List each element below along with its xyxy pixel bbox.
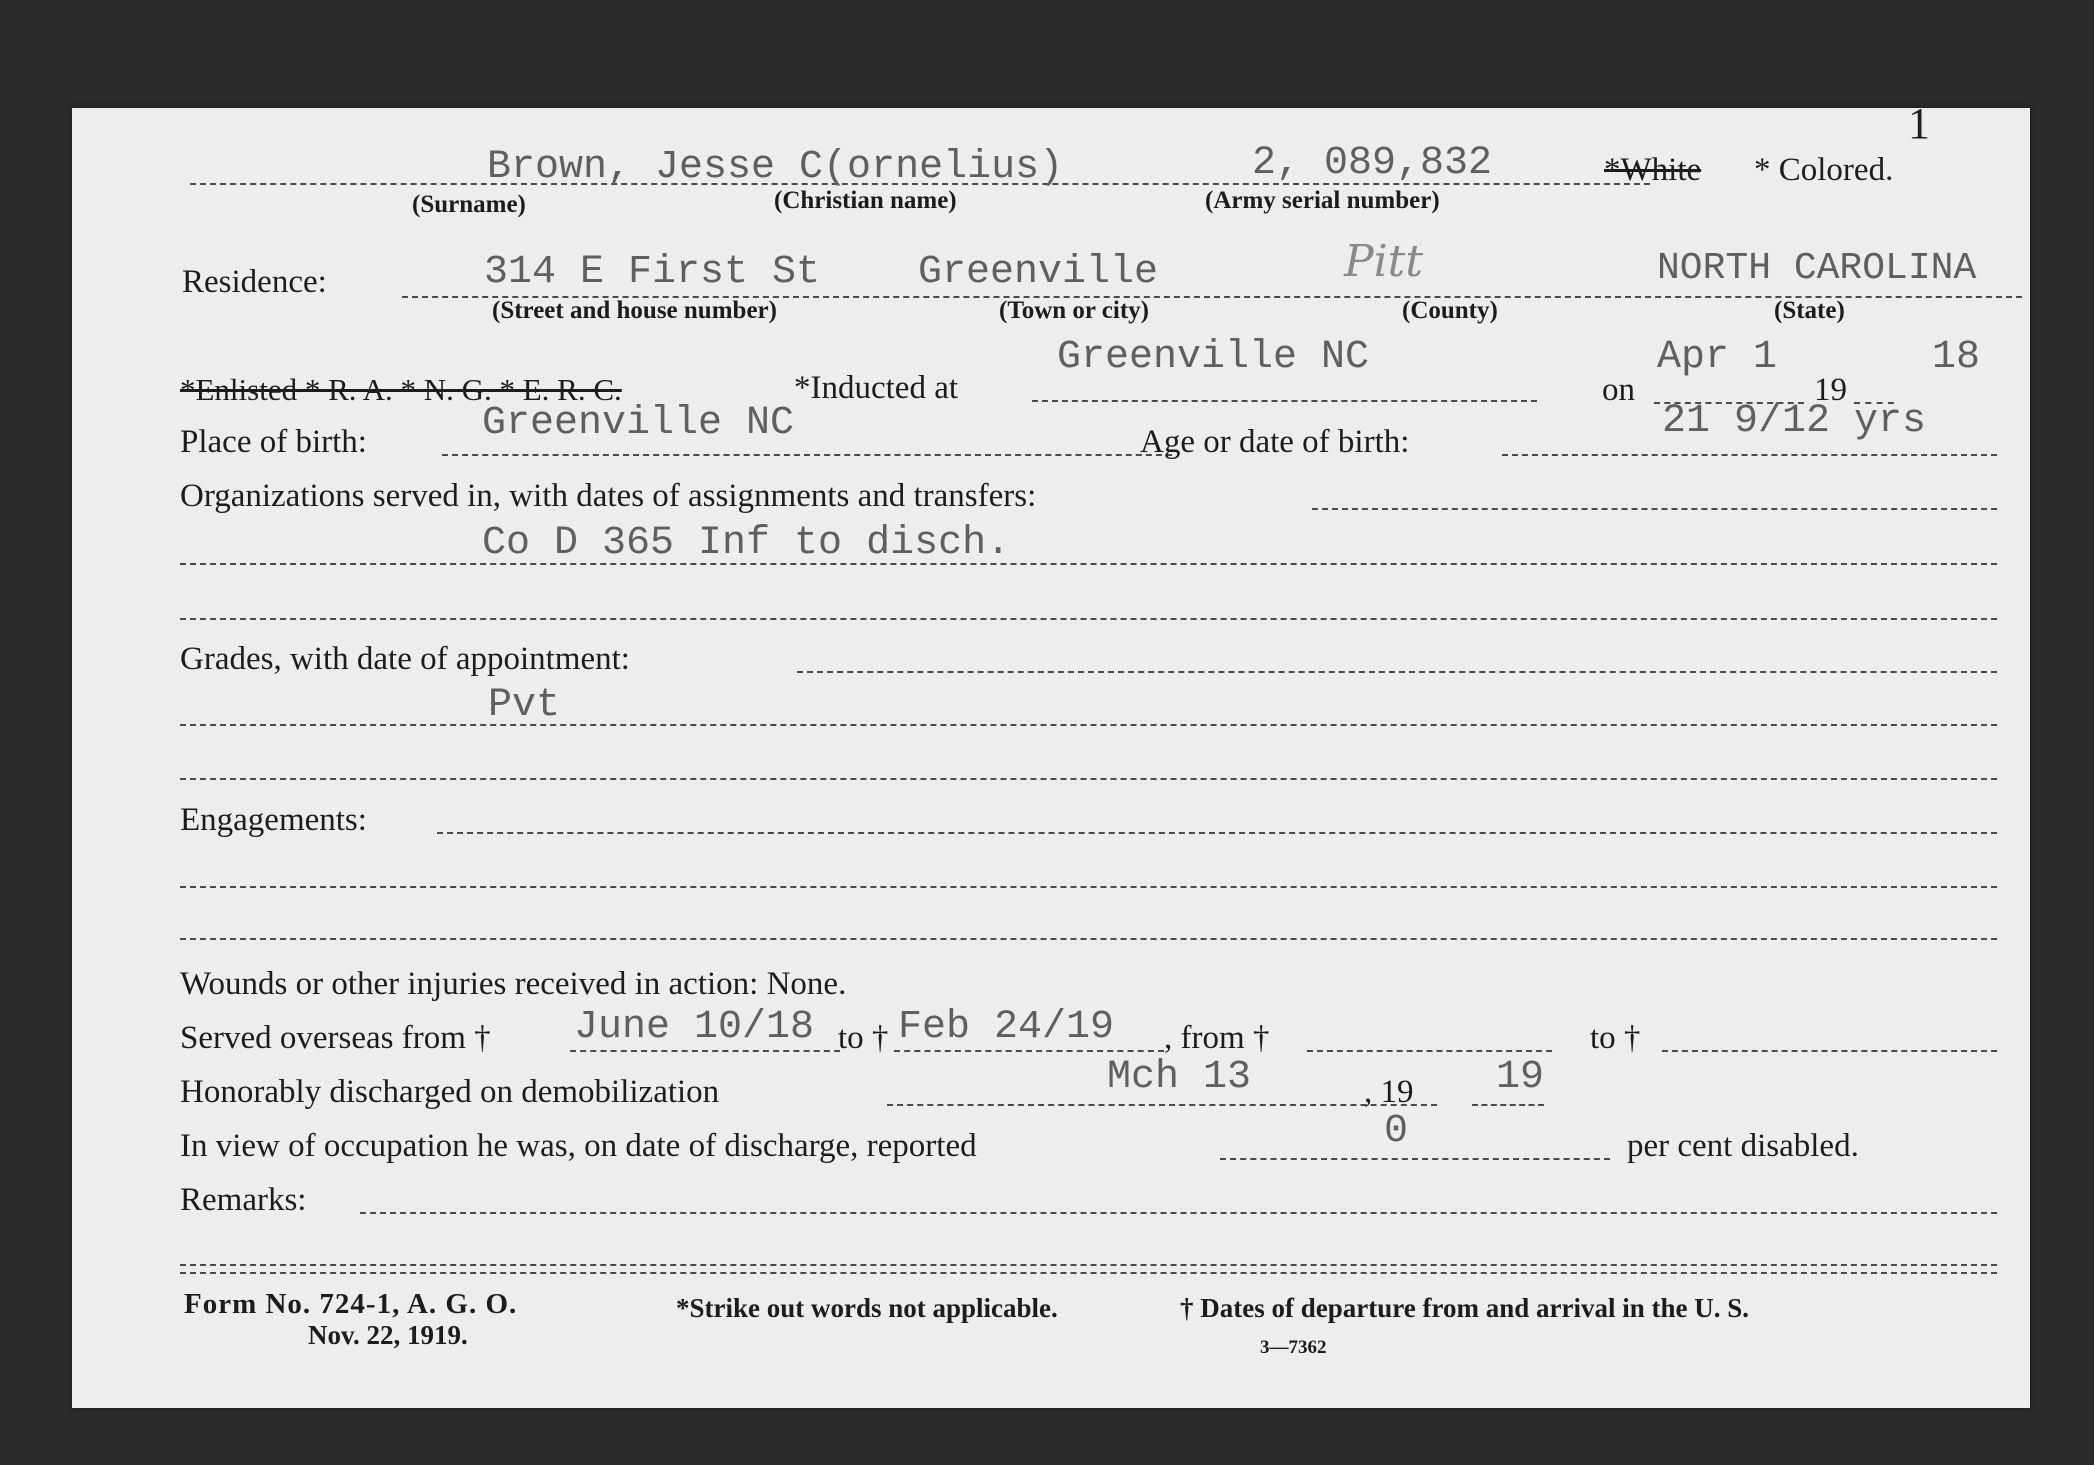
place-of-birth: Greenville NC bbox=[482, 401, 795, 446]
discharge-label: Honorably discharged on demobilization bbox=[180, 1074, 720, 1110]
induction-year: 18 bbox=[1932, 335, 1981, 380]
inducted-at-label: *Inducted at bbox=[794, 370, 959, 406]
caption-surname: (Surname) bbox=[412, 191, 526, 218]
discharge-year-line bbox=[1472, 1104, 1544, 1106]
on-label: on bbox=[1602, 372, 1635, 408]
discharge-year-prefix: , 19 bbox=[1364, 1074, 1414, 1110]
remarks-line-3 bbox=[180, 1272, 1997, 1274]
discharge-date-line bbox=[887, 1104, 1437, 1106]
dates-note: † Dates of departure from and arrival in the U. S. bbox=[1180, 1293, 1749, 1323]
engagements-label: Engagements: bbox=[180, 802, 367, 838]
organizations-label: Organizations served in, with dates of assignments and transfers: bbox=[180, 478, 1037, 514]
age-line bbox=[1502, 454, 1997, 456]
engagements-line-3 bbox=[180, 938, 1997, 940]
overseas-to-line bbox=[894, 1050, 1164, 1052]
print-code: 3—7362 bbox=[1260, 1337, 1327, 1358]
inducted-place: Greenville NC bbox=[1057, 335, 1370, 380]
organizations-line-2 bbox=[180, 563, 1997, 565]
residence-label: Residence: bbox=[182, 264, 327, 300]
disability-value: 0 bbox=[1384, 1109, 1409, 1154]
discharge-date: Mch 13 bbox=[1107, 1055, 1252, 1100]
overseas-from-label: Served overseas from † bbox=[180, 1020, 491, 1056]
surname-christian-name: Brown, Jesse C(ornelius) bbox=[487, 145, 1064, 190]
overseas-from2-label: , from † bbox=[1164, 1020, 1270, 1056]
grades-line-2 bbox=[180, 724, 1997, 726]
colored-label: * Colored. bbox=[1754, 152, 1894, 188]
remarks-line-2 bbox=[180, 1264, 1997, 1266]
army-serial-number: 2, 089,832 bbox=[1252, 141, 1493, 186]
disability-suffix: per cent disabled. bbox=[1627, 1128, 1859, 1164]
grades-label: Grades, with date of appointment: bbox=[180, 641, 630, 677]
overseas-to2-line bbox=[1662, 1050, 1997, 1052]
organizations-value: Co D 365 Inf to disch. bbox=[482, 521, 1011, 566]
form-date: Nov. 22, 1919. bbox=[308, 1320, 468, 1350]
caption-christian-name: (Christian name) bbox=[774, 187, 957, 214]
place-of-birth-label: Place of birth: bbox=[180, 424, 367, 460]
caption-town: (Town or city) bbox=[999, 297, 1149, 324]
overseas-to2-label: to † bbox=[1590, 1020, 1641, 1056]
residence-state: NORTH CAROLINA bbox=[1657, 247, 1977, 290]
caption-county: (County) bbox=[1402, 297, 1498, 324]
grades-value: Pvt bbox=[488, 683, 561, 728]
form-number: Form No. 724-1, A. G. O. bbox=[184, 1288, 518, 1320]
age-label: Age or date of birth: bbox=[1140, 424, 1410, 460]
induction-date: Apr 1 bbox=[1657, 335, 1778, 380]
age-value: 21 9/12 yrs bbox=[1662, 399, 1927, 444]
discharge-year: 19 bbox=[1496, 1055, 1545, 1100]
place-of-birth-line bbox=[442, 454, 1172, 456]
service-record-card bbox=[72, 99, 2030, 1408]
engagements-line-1 bbox=[437, 832, 1997, 834]
organizations-line-3 bbox=[180, 618, 1997, 620]
caption-state: (State) bbox=[1774, 297, 1845, 324]
disability-label: In view of occupation he was, on date of discharge, reported bbox=[180, 1128, 977, 1164]
engagements-line-2 bbox=[180, 886, 1997, 888]
induction-year-prefix: 19 bbox=[1814, 372, 1847, 408]
grades-line-1 bbox=[797, 671, 1997, 673]
remarks-line-1 bbox=[360, 1212, 1997, 1214]
remarks-label: Remarks: bbox=[180, 1182, 307, 1218]
strike-out-note: *Strike out words not applicable. bbox=[676, 1293, 1058, 1323]
overseas-from-date: June 10/18 bbox=[574, 1005, 815, 1050]
corner-number: 1 bbox=[1908, 99, 1930, 148]
caption-serial: (Army serial number) bbox=[1205, 187, 1440, 214]
grades-line-3 bbox=[180, 778, 1997, 780]
inducted-place-line bbox=[1032, 400, 1537, 402]
overseas-from2-line bbox=[1307, 1050, 1552, 1052]
enlisted-struck-options: *Enlisted * R. A. * N. G. * E. R. C. bbox=[180, 372, 622, 407]
organizations-line-1 bbox=[1312, 508, 1997, 510]
disability-line bbox=[1220, 1158, 1610, 1160]
residence-town: Greenville bbox=[918, 250, 1159, 295]
overseas-to-date: Feb 24/19 bbox=[898, 1005, 1115, 1050]
caption-street: (Street and house number) bbox=[492, 297, 777, 324]
white-label: *White bbox=[1604, 152, 1702, 188]
residence-street: 314 E First St bbox=[484, 250, 821, 295]
overseas-from-line bbox=[570, 1050, 840, 1052]
residence-county: Pitt bbox=[1344, 236, 1424, 287]
overseas-to-label: to † bbox=[838, 1020, 889, 1056]
wounds-label: Wounds or other injuries received in action: None. bbox=[180, 966, 847, 1002]
